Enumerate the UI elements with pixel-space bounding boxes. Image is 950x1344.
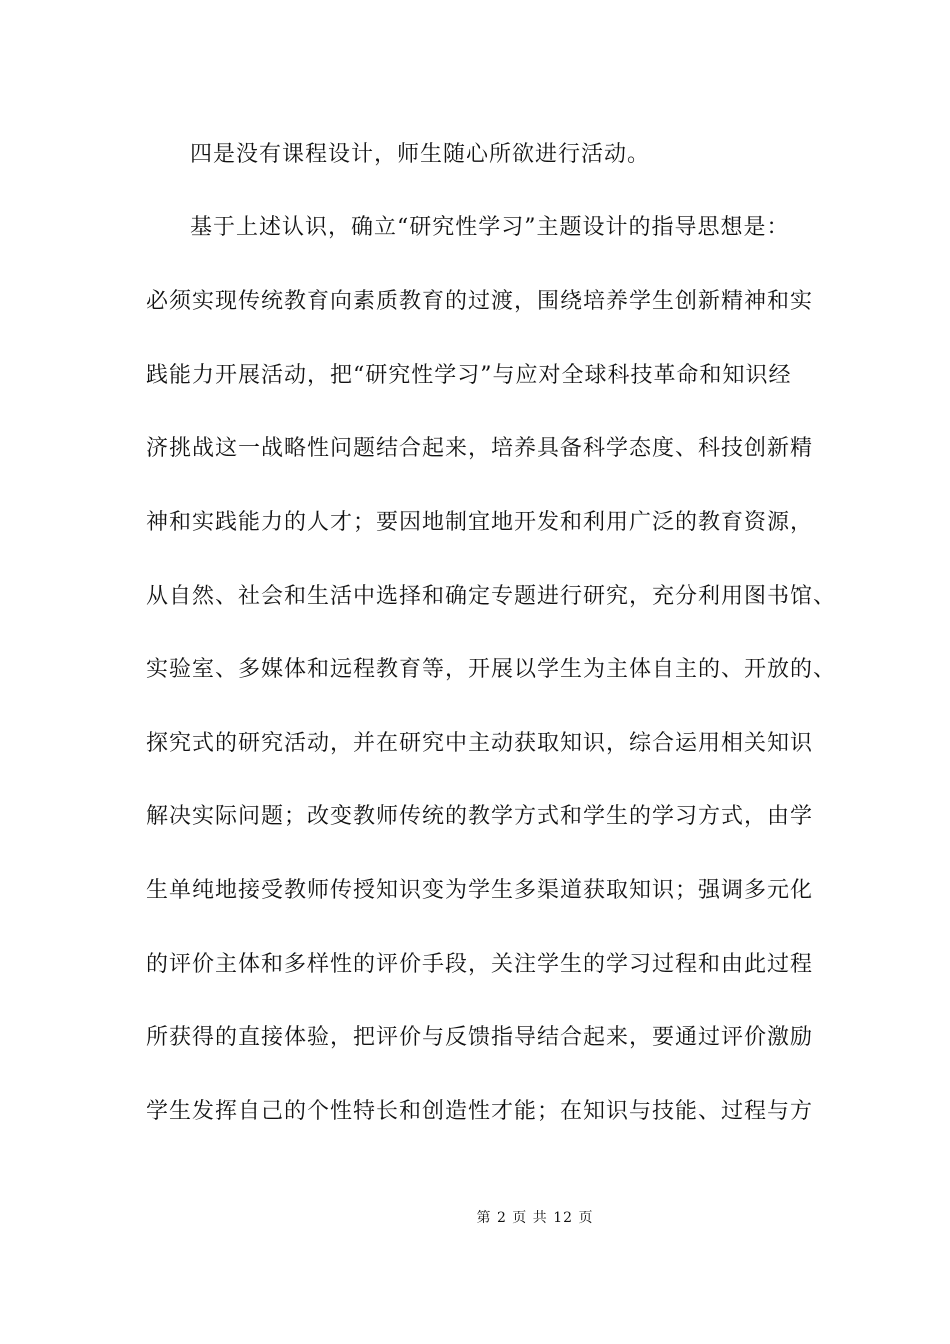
page-number: 第 2 页 共 12 页 [476,1210,594,1226]
paragraph-line: 实验室、多媒体和远程教育等，开展以学生为主体自主的、开放的、 [146,657,837,682]
paragraph-line: 基于上述认识，确立“研究性学习”主题设计的指导思想是： [190,215,790,240]
paragraph-line: 从自然、社会和生活中选择和确定专题进行研究，充分利用图书馆、 [146,584,837,609]
paragraph-line: 践能力开展活动，把“研究性学习”与应对全球科技革命和知识经 [146,363,792,388]
paragraph-line: 探究式的研究活动，并在研究中主动获取知识，综合运用相关知识 [146,731,814,756]
paragraph-line: 解决实际问题；改变教师传统的教学方式和学生的学习方式，由学 [146,804,814,829]
paragraph-line: 的评价主体和多样性的评价手段，关注学生的学习过程和由此过程 [146,952,814,977]
paragraph-line: 生单纯地接受教师传授知识变为学生多渠道获取知识；强调多元化 [146,878,814,903]
paragraph-line: 学生发挥自己的个性特长和创造性才能；在知识与技能、过程与方 [146,1099,814,1124]
paragraph-line: 神和实践能力的人才；要因地制宜地开发和利用广泛的教育资源， [146,510,814,535]
paragraph-line: 所获得的直接体验，把评价与反馈指导结合起来，要通过评价激励 [146,1025,814,1050]
paragraph-line: 必须实现传统教育向素质教育的过渡，围绕培养学生创新精神和实 [146,289,814,314]
paragraph-line: 济挑战这一战略性问题结合起来，培养具备科学态度、科技创新精 [146,436,814,461]
paragraph-line: 四是没有课程设计，师生随心所欲进行活动。 [190,142,651,167]
